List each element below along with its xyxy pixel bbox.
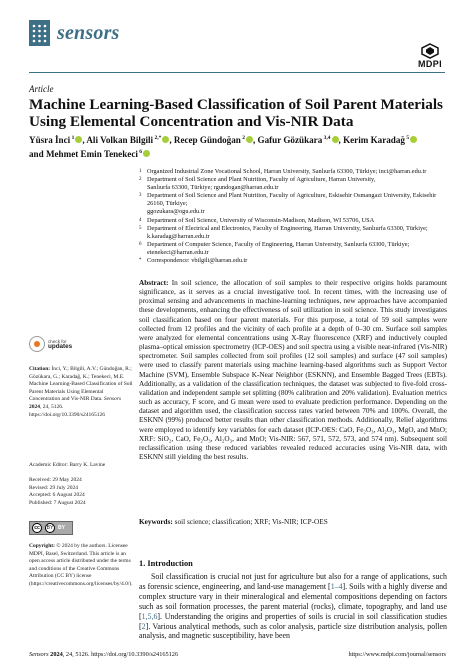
copyright-label: Copyright: <box>29 543 55 549</box>
affiliation-text: Department of Computer Science, Faculty of Engineering, Harran University, Sanlıurfa 63300, Türkiye; etenekeci@harran.edu.tr <box>147 240 410 256</box>
author-name[interactable]: Ali Volkan Bilgili <box>86 135 154 146</box>
updates-label: updates <box>48 343 73 350</box>
citation-block <box>29 366 134 419</box>
journal-name[interactable]: sensors <box>57 22 120 44</box>
footer-journal: Sensors <box>29 651 49 658</box>
citation-journal: Sensors <box>103 396 121 403</box>
citation-link[interactable]: 1–4 <box>330 581 343 591</box>
author-name[interactable]: Kerim Karadağ <box>343 135 405 146</box>
keywords-text: soil science; classification; XRF; Vis-NIR; ICP-OES <box>174 518 328 526</box>
footer-year: 2024 <box>50 651 63 658</box>
affiliations <box>139 168 447 265</box>
abstract-text: In soil science, the allocation of soil samples to their respective origins holds paramount significance, as it serves as a crucial investigative tool. In recent times, with the increasing use of proximal sensing and advancements in machine-learning techniques, new approaches have accompanied these developments, enhancing the effectiveness of soil utilization in soil science. This study investigates soil classification based on four parent materials. For this purpose, a total of 59 soil samples were collected from 12 profiles and the vicinity of each profile at a depth of 0–30 cm. Surface soil samples were analyzed for elemental concentrations using X-Ray fluorescence (XRF) and inductively coupled plasma–optical emission spectrometry (ICP-OES) and soil spectra using a visible near-infrared (Vis-NIR) spectrometer. Soil samples collected from soil profiles (12 soil samples) and surface (47 soil samples) were used to classify parent materials using machine learning-based algorithms such as Support Vector Machine (SVM), Ensemble Subspace K-Near Neighbor (ESKNN), and Ensemble Bagged Trees (EBTs). Additionally, as a validation of the classification techniques, the dataset was subjected to five-fold cross-validation and independent sample set splitting (80% calibration and 20% validation). Evaluation metrics such as accuracy, F score, and G mean were used to evaluate prediction performance. Depending on the dataset and algorithm used, the classification success rates varied between 70% and 100%. Overall, the ESKNN (99%) produced better results than other classification methods. Additionally, Relief algorithms were employed to identify key variables for each dataset (ICP-OES: CaO, Fe₂O₃, Al₂O₃, MgO, and MnO; XRF: SiO₂, CaO, Fe₂O₃, Al₂O₃, and MnO; Vis-NIR: 567, 571, 572, 573, and 574 nm). Subsequent soil reclassification using these reduced variables revealed reduced accuracies using Vis-NIR data, with ESKNN still yielding the best results. <box>139 279 448 461</box>
author-name[interactable]: Gafur Gözükara <box>257 135 323 146</box>
author-affiliation-number: 2 <box>240 135 245 141</box>
affiliation-number: 5 <box>139 225 142 231</box>
intro-text: ]. Various analytical methods, such as color analysis, particle size distribution analysis, pollen analysis, and magnetic susceptibility, have been <box>139 621 447 641</box>
abstract-label: Abstract: <box>139 279 169 287</box>
article-title: Machine Learning-Based Classification of Soil Parent Materials Using Elemental Concentration and Vis-NIR Data <box>29 96 443 130</box>
affiliation-text: Department of Soil Science and Plant Nutrition, Faculty of Agriculture, Harran University, Sanlıurfa 63300, Türkiye; rgundogan@harran.edu.tr <box>147 176 376 192</box>
publication-dates <box>29 477 134 507</box>
abstract <box>139 279 447 462</box>
footer-citation <box>29 651 178 658</box>
journal-logo-icon <box>29 20 50 46</box>
affiliation-item <box>139 192 447 216</box>
author-affiliation-number: 1 <box>70 135 75 141</box>
intro-text: ]. Understanding the origins and properties of soils is crucial in soil classification studies [ <box>139 611 447 631</box>
citation-link[interactable]: 1,5,6 <box>141 611 158 621</box>
affiliation-number: 2 <box>139 177 142 183</box>
author-name[interactable]: Recep Gündoğan <box>173 135 241 146</box>
affiliation-number: 3 <box>139 193 142 199</box>
citation-link[interactable]: 2 <box>141 621 146 631</box>
affiliation-number: * <box>139 258 142 264</box>
affiliation-number: 1 <box>139 169 142 174</box>
author-affiliation-number: 2,* <box>153 135 162 141</box>
publisher-logo[interactable] <box>412 43 448 69</box>
orcid-icon[interactable] <box>246 136 253 143</box>
affiliation-text: Correspondence: vbilgili@harran.edu.tr <box>147 257 248 265</box>
date-line: Published: 7 August 2024 <box>29 499 86 506</box>
article-type: Article <box>29 84 54 94</box>
affiliation-item <box>139 225 447 241</box>
header-divider <box>29 72 445 73</box>
date-line: Accepted: 6 August 2024 <box>29 492 85 499</box>
date-line: Received: 29 May 2024 <box>29 477 82 483</box>
footer-doi[interactable]: , 24, 5126. https://doi.org/10.3390/s24165126 <box>62 651 179 658</box>
section-heading: 1. Introduction <box>139 559 193 568</box>
affiliation-text: Organized Industrial Zone Vocational School, Harran University, Sanlıurfa 63300, Türkiye; inci@harran.edu.tr <box>147 168 427 175</box>
publisher-name: MDPI <box>417 59 443 69</box>
cc-by-label: BY <box>58 525 65 531</box>
affiliation-item <box>139 257 447 265</box>
check-for-updates-button[interactable] <box>29 333 77 355</box>
affiliation-number: 6 <box>139 241 142 247</box>
cc-license-badge[interactable] <box>29 521 73 535</box>
orcid-icon[interactable] <box>410 136 417 143</box>
academic-editor: Academic Editor: Barry K. Lavine <box>29 462 106 468</box>
footer-journal-url[interactable]: https://www.mdpi.com/journal/sensors <box>348 651 446 658</box>
intro-text: Soil classification is crucial not just for agriculture but also for a range of applications, such as forensic science, engineering, and land-use management [ <box>139 572 447 591</box>
hexagon-icon <box>412 43 448 59</box>
author-affiliation-number: 6 <box>137 149 143 156</box>
keywords <box>139 518 447 527</box>
attribution-icon: BY <box>46 525 54 531</box>
affiliation-text: Department of Soil Science and Plant Nutrition, Faculty of Agriculture, Eskisehir Osmangazi University, Eskisehir 26160, Türkiye; ggozukara@ogu.edu.tr <box>147 192 437 216</box>
author-name[interactable]: Mehmet Emin Tenekeci <box>45 149 138 160</box>
affiliation-text: Department of Soil Science, University of Wisconsin-Madison, Madison, WI 53706, USA <box>147 216 375 224</box>
affiliation-item <box>139 176 447 192</box>
author-affiliation-number: 5 <box>404 135 410 141</box>
copyright-notice <box>29 543 134 589</box>
orcid-icon[interactable] <box>143 150 150 157</box>
date-line: Revised: 29 July 2024 <box>29 484 79 491</box>
updates-check: check for <box>48 338 67 344</box>
keywords-label: Keywords: <box>139 518 173 526</box>
affiliation-item <box>139 241 447 257</box>
copyright-text: © 2024 by the authors. Licensee MDPI, Basel, Switzerland. This article is an open access article distributed under the terms and conditions of the Creative Commons Attribution (CC BY) license (https://creativecommons.org/licenses/by/4.0/). <box>29 543 133 587</box>
updates-icon <box>29 336 45 352</box>
affiliation-text: Department of Electrical and Electronics, Faculty of Engineering, Harran University, Sanlıurfa 63300, Türkiye; k.karadag@harran.edu.tr <box>147 224 428 240</box>
affiliation-item <box>139 217 447 225</box>
author-list: Yüsra İnci $^1$ , Ali Volkan Bilgili $^{2,*}$ , Recep Gündoğan $^2$ , Gafur Gözükara $^{3,4}$ , Kerim Karadağ $^5$ and Mehmet Emin Tenekeci $^6$ <box>29 132 449 160</box>
citation-text: İnci, Y.; Bilgili, A.V.; Gündoğan, R.; Gözükara, G.; Karadağ, K.; Tenekeci, M.E. Machine Learning-Based Classification of Soil Parent Materials Using Elemental Concentration and Vis-NIR Data. <box>29 366 133 403</box>
citation-year: 2024 <box>29 403 40 410</box>
intro-text: ]. Soils with a highly diverse and complex structure vary in their mineralogical and elemental compositions depending on factors such as soil formation processes, the parent material (rocks), climate, topography, and land use [ <box>139 581 447 621</box>
author-name[interactable]: Yüsra İnci <box>29 135 71 146</box>
cc-icon: cc <box>32 523 42 533</box>
citation-doi[interactable]: , 24, 5126. https://doi.org/10.3390/s24165126 <box>29 403 105 418</box>
affiliation-item <box>139 168 447 176</box>
introduction-text <box>139 572 447 641</box>
citation-label: Citation: <box>29 366 51 372</box>
affiliation-number: 4 <box>139 217 142 223</box>
orcid-icon[interactable] <box>332 136 339 143</box>
author-affiliation-number: 3,4 <box>322 135 331 141</box>
